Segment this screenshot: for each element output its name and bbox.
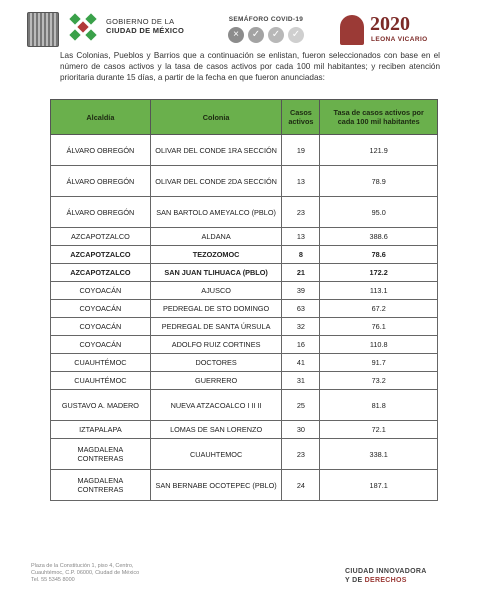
cell-casos: 13: [282, 166, 320, 197]
cell-tasa: 95.0: [320, 197, 438, 228]
table-row: [51, 470, 438, 501]
cell-tasa: 187.1: [320, 470, 438, 501]
cell-tasa: 113.1: [320, 282, 438, 300]
year-title: 2020: [370, 13, 410, 35]
cell-casos: 23: [282, 439, 320, 470]
cell-casos: 16: [282, 336, 320, 354]
cell-alcaldia: COYOACÁN: [51, 318, 151, 336]
table-row: [51, 421, 438, 439]
cell-colonia: SAN BARTOLO AMEYALCO (PBLO): [150, 197, 282, 228]
priority-colonias-table: [50, 99, 438, 501]
cell-alcaldia: COYOACÁN: [51, 282, 151, 300]
cell-colonia: SAN JUAN TLIHUACA (PBLO): [150, 264, 282, 282]
cell-alcaldia: COYOACÁN: [51, 300, 151, 318]
cell-casos: 31: [282, 372, 320, 390]
cell-colonia: NUEVA ATZACOALCO I II II: [150, 390, 282, 421]
year-subtitle: LEONA VICARIO: [371, 36, 428, 43]
cell-alcaldia: AZCAPOTZALCO: [51, 228, 151, 246]
cell-alcaldia: COYOACÁN: [51, 336, 151, 354]
table-row: [51, 228, 438, 246]
cell-alcaldia: CUAUHTÉMOC: [51, 354, 151, 372]
cell-colonia: ALDANA: [150, 228, 282, 246]
footer-slogan: CIUDAD INNOVADORA Y DE DERECHOS: [345, 568, 427, 584]
table-row: [51, 354, 438, 372]
header-alcaldia: Alcaldía: [51, 100, 151, 135]
cell-alcaldia: IZTAPALAPA: [51, 421, 151, 439]
cell-tasa: 172.2: [320, 264, 438, 282]
cell-tasa: 81.8: [320, 390, 438, 421]
cell-colonia: PEDREGAL DE STO DOMINGO: [150, 300, 282, 318]
cell-colonia: PEDREGAL DE SANTA ÚRSULA: [150, 318, 282, 336]
cell-tasa: 67.2: [320, 300, 438, 318]
cell-tasa: 388.6: [320, 228, 438, 246]
cell-colonia: TEZOZOMOC: [150, 246, 282, 264]
cell-alcaldia: AZCAPOTZALCO: [51, 246, 151, 264]
cell-casos: 39: [282, 282, 320, 300]
letterhead: [0, 0, 478, 50]
cell-tasa: 91.7: [320, 354, 438, 372]
coat-of-arms-icon: [27, 12, 59, 47]
semaforo-check-icon: ✓: [268, 27, 284, 43]
cdmx-logo-icon: [67, 11, 99, 43]
cell-colonia: LOMAS DE SAN LORENZO: [150, 421, 282, 439]
cell-tasa: 78.6: [320, 246, 438, 264]
cell-casos: 63: [282, 300, 320, 318]
table-row: [51, 390, 438, 421]
table-row: [51, 264, 438, 282]
cell-tasa: 73.2: [320, 372, 438, 390]
table-row: [51, 318, 438, 336]
header-colonia: Colonia: [150, 100, 282, 135]
cell-colonia: GUERRERO: [150, 372, 282, 390]
cell-colonia: ADOLFO RUIZ CORTINES: [150, 336, 282, 354]
table-header-row: [51, 100, 438, 135]
cell-alcaldia: CUAUHTÉMOC: [51, 372, 151, 390]
cell-casos: 41: [282, 354, 320, 372]
cell-casos: 13: [282, 228, 320, 246]
cell-casos: 21: [282, 264, 320, 282]
cell-colonia: OLIVAR DEL CONDE 1RA SECCIÓN: [150, 135, 282, 166]
cell-colonia: CUAUHTEMOC: [150, 439, 282, 470]
table-row: [51, 372, 438, 390]
cell-tasa: 110.8: [320, 336, 438, 354]
table-row: [51, 197, 438, 228]
leona-vicario-portrait-icon: [340, 15, 364, 45]
table-row: [51, 246, 438, 264]
cell-colonia: DOCTORES: [150, 354, 282, 372]
cell-casos: 32: [282, 318, 320, 336]
table-row: [51, 166, 438, 197]
cell-tasa: 121.9: [320, 135, 438, 166]
table-row: [51, 300, 438, 318]
cell-alcaldia: ÁLVARO OBREGÓN: [51, 135, 151, 166]
cell-alcaldia: AZCAPOTZALCO: [51, 264, 151, 282]
table-row: [51, 336, 438, 354]
semaforo-check-icon: ✓: [288, 27, 304, 43]
cell-casos: 19: [282, 135, 320, 166]
cell-tasa: 338.1: [320, 439, 438, 470]
cell-colonia: AJUSCO: [150, 282, 282, 300]
government-name: GOBIERNO DE LA CIUDAD DE MÉXICO: [106, 17, 185, 35]
cell-casos: 25: [282, 390, 320, 421]
cell-casos: 24: [282, 470, 320, 501]
semaforo-title: SEMÁFORO COVID-19: [228, 16, 304, 23]
cell-alcaldia: MAGDALENA CONTRERAS: [51, 439, 151, 470]
semaforo-cross-icon: ×: [228, 27, 244, 43]
header-tasa: Tasa de casos activos por cada 100 mil habitantes: [320, 100, 438, 135]
cell-casos: 8: [282, 246, 320, 264]
table-row: [51, 439, 438, 470]
cell-casos: 30: [282, 421, 320, 439]
semaforo-check-icon: ✓: [248, 27, 264, 43]
cell-colonia: SAN BERNABE OCOTEPEC (PBLO): [150, 470, 282, 501]
cell-tasa: 76.1: [320, 318, 438, 336]
cell-alcaldia: ÁLVARO OBREGÓN: [51, 197, 151, 228]
table-row: [51, 135, 438, 166]
semaforo-covid-badge: [214, 16, 318, 43]
cell-tasa: 78.9: [320, 166, 438, 197]
cell-tasa: 72.1: [320, 421, 438, 439]
cell-colonia: OLIVAR DEL CONDE 2DA SECCIÓN: [150, 166, 282, 197]
header-casos-activos: Casos activos: [282, 100, 320, 135]
footer-address: Plaza de la Constitución 1, piso 4, Centro, Cuauhtémoc, C.P. 06000, Ciudad de México Tel. 55 5345 8000: [31, 563, 140, 583]
cell-casos: 23: [282, 197, 320, 228]
cell-alcaldia: ÁLVARO OBREGÓN: [51, 166, 151, 197]
cell-alcaldia: MAGDALENA CONTRERAS: [51, 470, 151, 501]
cell-alcaldia: GUSTAVO A. MADERO: [51, 390, 151, 421]
table-row: [51, 282, 438, 300]
intro-paragraph: Las Colonias, Pueblos y Barrios que a continuación se enlistan, fueron seleccionados con base en el número de casos activos y la tasa de casos activos por cada 100 mil habitantes; y reciben atención prioritaria durante 15 días, a partir de la fecha en que fueron anunciadas:: [60, 51, 440, 82]
